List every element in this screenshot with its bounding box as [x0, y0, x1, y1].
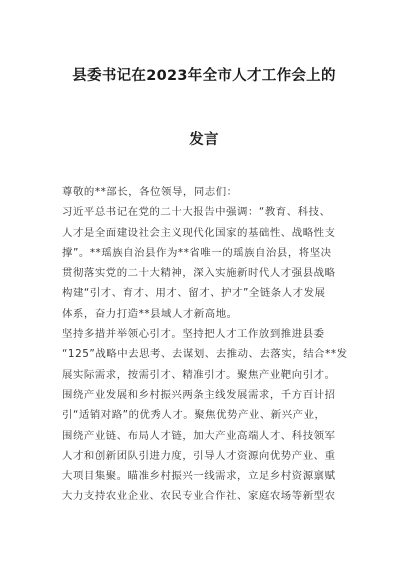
- document-title-continued: 发言: [189, 132, 219, 148]
- document-body: [62, 182, 352, 507]
- body-line: 人才是全面建设社会主义现代化国家的基础性、战略性支: [62, 226, 336, 239]
- body-line: 大力支持农业企业、农民专业合作社、家庭农场等新型农: [62, 490, 336, 503]
- body-line: 撑”。**瑶族自治县作为**省唯一的瑶族自治县，将坚决: [62, 246, 332, 259]
- body-line: 坚持多措并举领心引才。坚持把人才工作放到推进县委: [62, 328, 325, 341]
- body-line: 人才和创新团队引进力度，引导人才资源向优势产业、重: [62, 449, 336, 462]
- body-line: 围绕产业链、布局人才链，加大产业高端人才、科技领军: [62, 429, 336, 442]
- body-line: 体系，奋力打造**县域人才新高地。: [62, 307, 238, 320]
- salutation-line: 尊敬的**部长，各位领导，同志们：: [62, 186, 238, 198]
- body-line: “125”战略中去思考、去谋划、去推动、去落实，结合**发: [62, 348, 348, 361]
- body-line: 大项目集聚。瞄准乡村振兴一线需求，立足乡村资源禀赋: [62, 470, 336, 483]
- body-line: 贯彻落实党的二十大精神，深入实施新时代人才强县战略: [62, 267, 336, 280]
- body-line: 习近平总书记在党的二十大报告中强调：“教育、科技、: [62, 206, 331, 219]
- body-line: 展实际需求，按需引才、精准引才。聚焦产业靶向引才。: [62, 368, 336, 381]
- body-line: 构建“引才、育才、用才、留才、护才”全链条人才发展: [62, 287, 326, 300]
- body-line: 围绕产业发展和乡村振兴两条主线发展需求，千方百计招: [62, 388, 336, 401]
- document-title: 县委书记在2023年全市人才工作会上的: [72, 68, 336, 84]
- body-line: 引“适销对路”的优秀人才。聚焦优势产业、新兴产业，: [62, 409, 326, 422]
